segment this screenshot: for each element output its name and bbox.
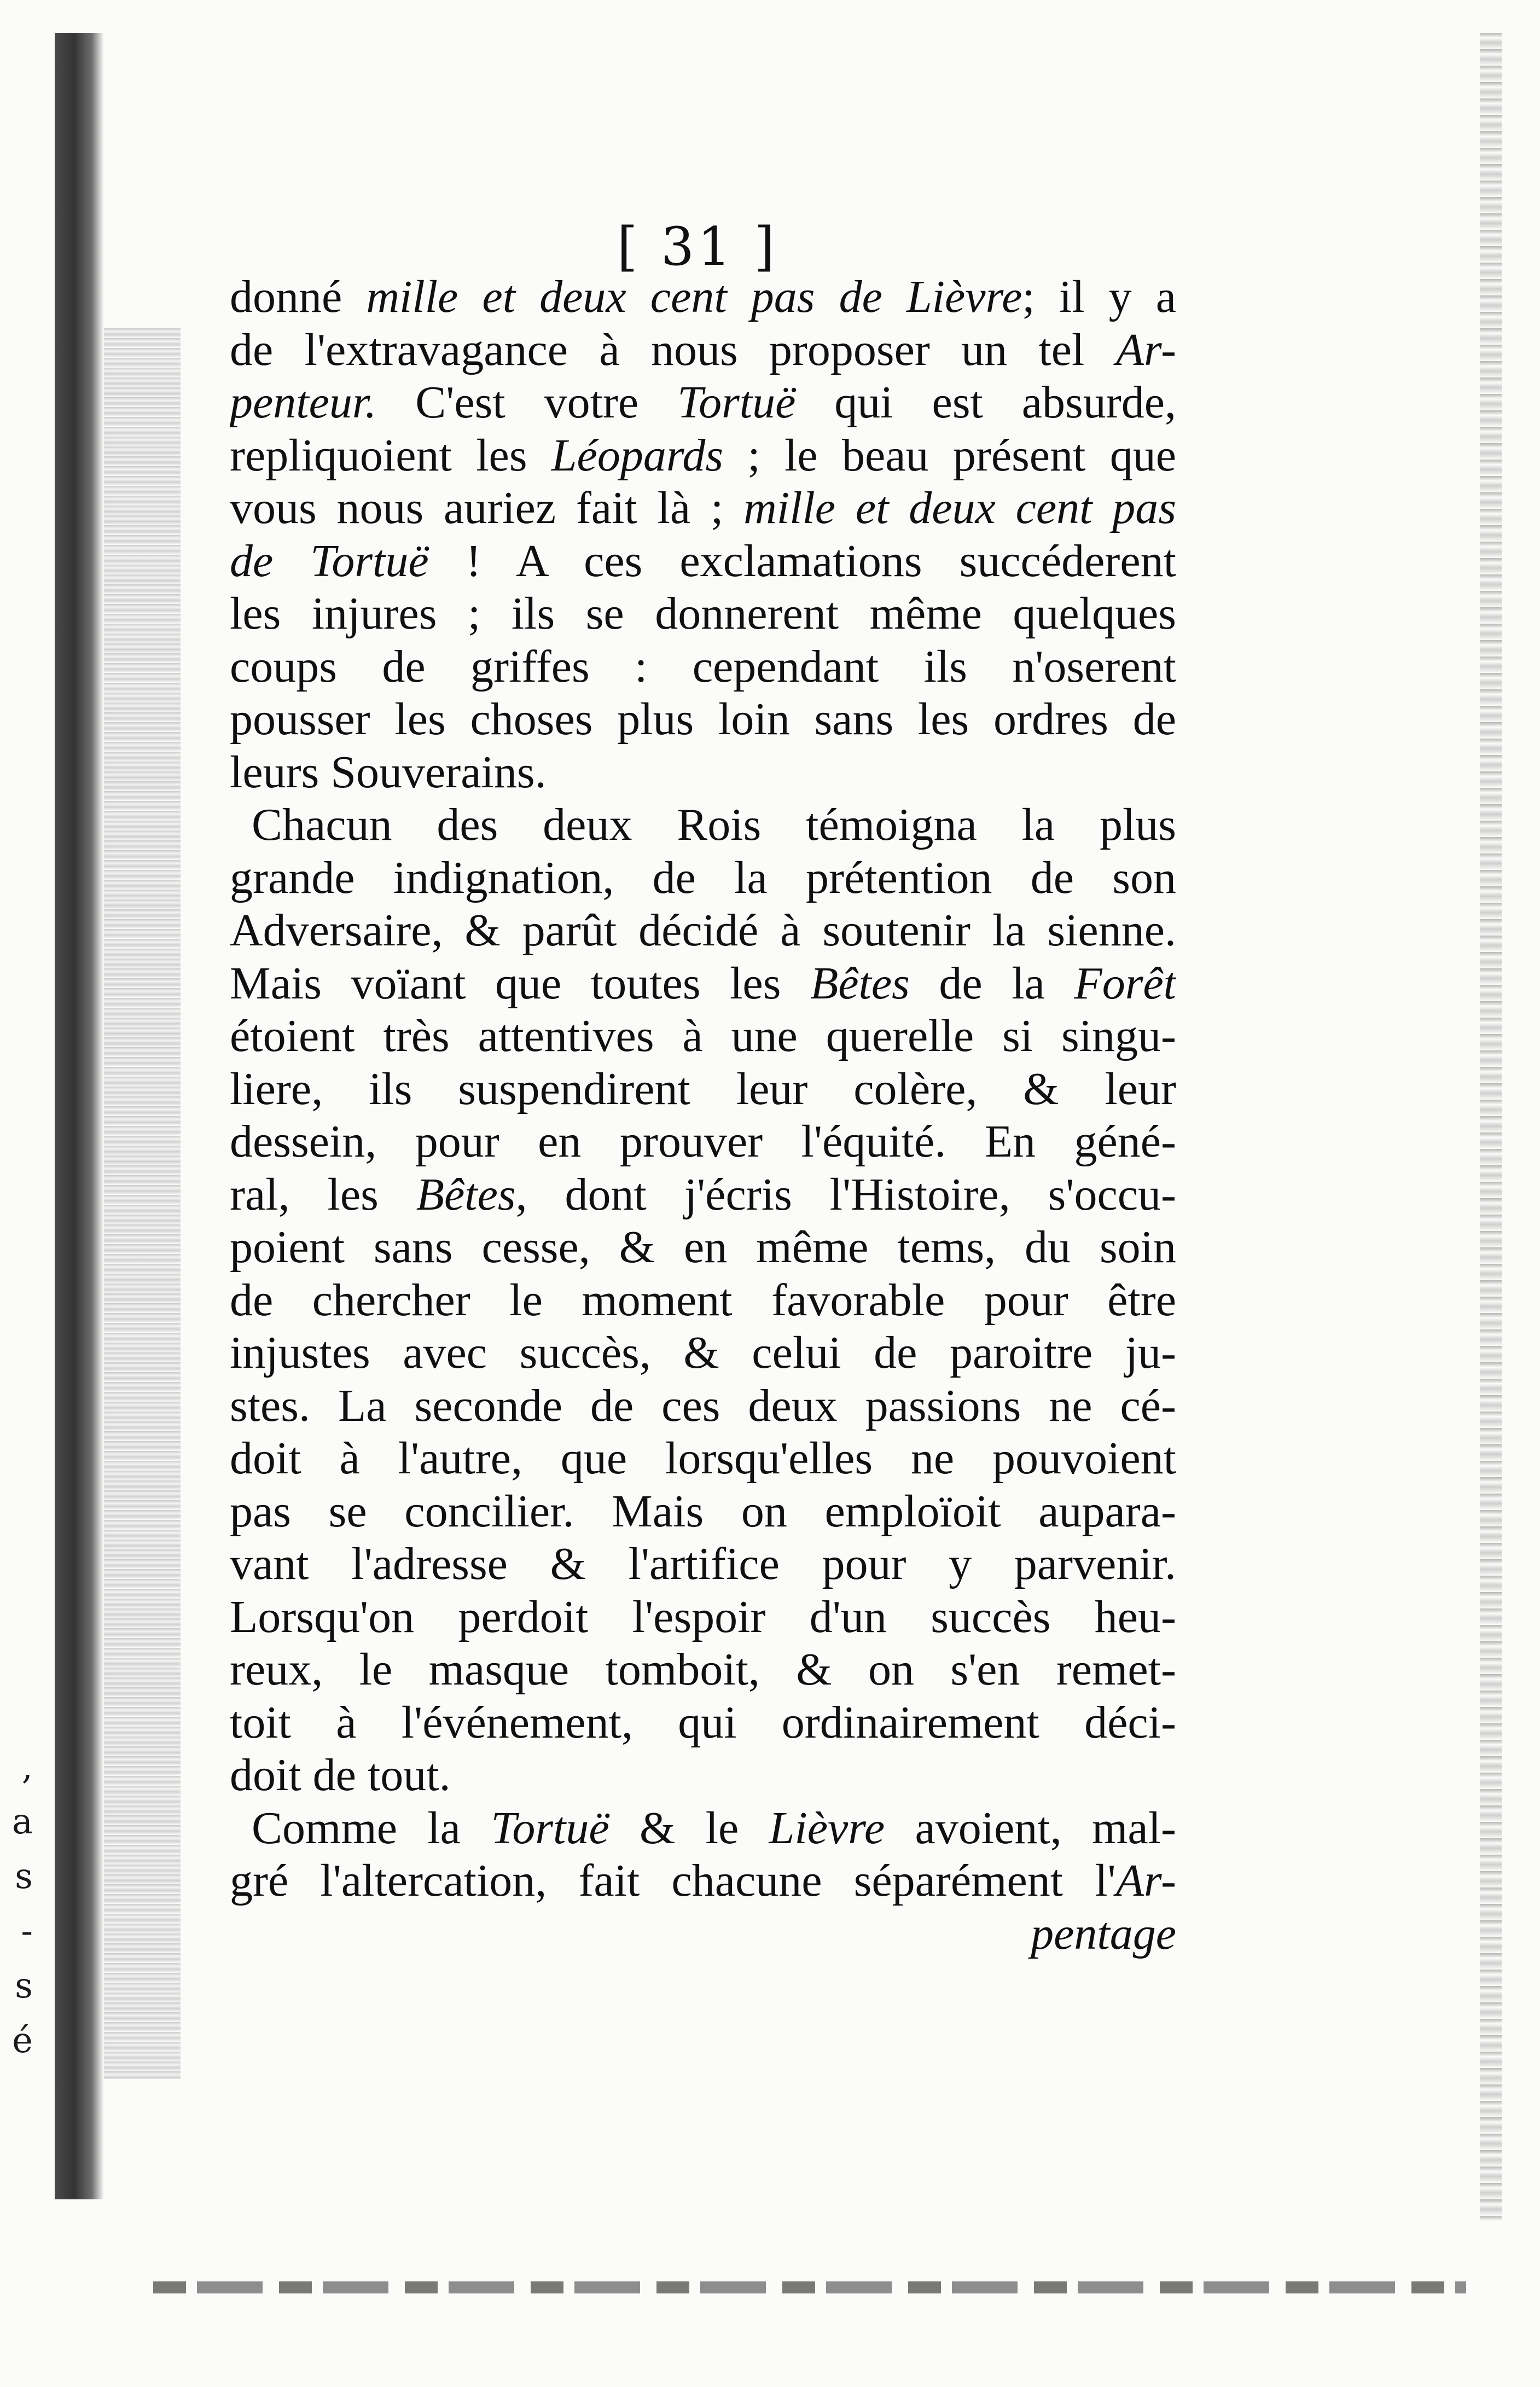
text-run: ! A ces exclamations succéderent xyxy=(428,535,1176,586)
text-run: stes. La seconde de ces deux passions ne cé- xyxy=(230,1380,1176,1431)
text-line xyxy=(230,693,1176,746)
italic-run: mille et deux cent pas de Lièvre xyxy=(366,271,1022,322)
text-run: dessein, pour en prouver l'équité. En géné- xyxy=(230,1116,1176,1167)
text-line xyxy=(230,482,1176,535)
text-run: Lorsqu'on perdoit l'espoir d'un succès heu- xyxy=(230,1591,1176,1642)
text-run: étoient très attentives à une querelle si singu- xyxy=(230,1010,1176,1061)
text-line xyxy=(230,1749,1176,1802)
text-run: liere, ils suspendirent leur colère, & leur xyxy=(230,1063,1176,1114)
text-line xyxy=(230,1855,1176,1908)
text-line xyxy=(230,271,1176,324)
text-run: vant l'adresse & l'artifice pour y parvenir. xyxy=(230,1538,1176,1589)
text-run: toit à l'événement, qui ordinairement déci- xyxy=(230,1697,1176,1748)
italic-run: Bêtes xyxy=(416,1169,516,1220)
text-line xyxy=(230,1274,1176,1327)
italic-run: Ar- xyxy=(1115,1855,1176,1906)
text-line xyxy=(230,1802,1176,1855)
text-line xyxy=(230,1010,1176,1063)
italic-run: Lièvre xyxy=(769,1802,885,1854)
text-run: gré l'altercation, fait chacune séparément l' xyxy=(230,1855,1116,1906)
text-run: grande indignation, de la prétention de son xyxy=(230,852,1176,903)
text-line xyxy=(230,1327,1176,1380)
facing-page-edge xyxy=(1480,33,1502,2221)
italic-run: Tortuë xyxy=(491,1802,609,1854)
text-run: Adversaire, & parût décidé à soutenir la sienne. xyxy=(230,905,1176,956)
text-line xyxy=(230,1485,1176,1538)
text-run: leurs Souverains. xyxy=(230,746,547,798)
text-line xyxy=(230,588,1176,641)
text-line xyxy=(230,1538,1176,1591)
text-run: de chercher le moment favorable pour être xyxy=(230,1274,1176,1326)
text-run: C'est votre xyxy=(376,377,678,428)
text-line xyxy=(230,1063,1176,1116)
text-line xyxy=(230,535,1176,588)
text-run: poient sans cesse, & en même tems, du soin xyxy=(230,1222,1176,1273)
text-line xyxy=(230,1697,1176,1750)
italic-run: Forêt xyxy=(1074,957,1176,1009)
italic-run: mille et deux cent pas xyxy=(743,483,1176,533)
text-run: ; le beau présent que xyxy=(723,429,1176,481)
text-run: Comme la xyxy=(252,1802,491,1854)
text-line xyxy=(230,1116,1176,1169)
margin-fragment: , xyxy=(21,1747,33,1787)
text-run: Mais voïant que toutes les xyxy=(230,957,810,1009)
text-line xyxy=(230,957,1176,1010)
text-line xyxy=(230,904,1176,957)
text-run: avoient, mal- xyxy=(885,1802,1176,1854)
italic-run: penteur. xyxy=(230,377,377,428)
text-line xyxy=(230,376,1176,429)
italic-run: de Tortuë xyxy=(230,535,429,586)
text-run: doit à l'autre, que lorsqu'elles ne pouvoient xyxy=(230,1433,1176,1484)
text-run: qui est absurde, xyxy=(795,377,1176,428)
text-run: , dont j'écris l'Histoire, s'occu- xyxy=(515,1169,1176,1220)
binding-gutter xyxy=(55,33,104,2199)
text-run: & le xyxy=(609,1802,769,1854)
text-run: repliquoient les xyxy=(230,429,551,481)
page-number: [ 31 ] xyxy=(617,216,778,277)
text-run: doit de tout. xyxy=(230,1750,451,1801)
text-line xyxy=(230,852,1176,905)
text-run: ral, les xyxy=(230,1169,416,1220)
text-run: injustes avec succès, & celui de paroitre ju- xyxy=(230,1327,1176,1378)
text-line xyxy=(230,746,1176,799)
text-line xyxy=(230,1169,1176,1222)
text-line xyxy=(230,1432,1176,1485)
text-line xyxy=(230,641,1176,694)
body-text xyxy=(230,271,1176,1960)
text-line xyxy=(230,1591,1176,1644)
text-run: vous nous auriez fait là ; xyxy=(230,483,744,533)
text-run: Chacun des deux Rois témoigna la plus xyxy=(252,799,1176,850)
catchword: pentage xyxy=(1031,1908,1176,1959)
gutter-shadow xyxy=(104,328,181,2079)
page-bottom-edge xyxy=(153,2281,1466,2293)
text-line xyxy=(230,1221,1176,1274)
italic-run: Ar- xyxy=(1115,324,1176,375)
text-run: reux, le masque tomboit, & on s'en remet- xyxy=(230,1644,1176,1695)
text-run: ; il y a xyxy=(1022,271,1176,322)
text-run: donné xyxy=(230,271,367,322)
margin-fragment: s xyxy=(15,1966,33,2006)
facing-page-fragments xyxy=(0,1740,33,2061)
margin-fragment: é xyxy=(12,2020,33,2061)
margin-fragment: s xyxy=(15,1856,33,1897)
text-run: pas se concilier. Mais on emploïoit aupara- xyxy=(230,1485,1176,1537)
italic-run: Tortuë xyxy=(677,377,796,428)
text-line xyxy=(230,1380,1176,1433)
text-line xyxy=(230,799,1176,852)
text-line xyxy=(230,429,1176,483)
italic-run: Bêtes xyxy=(810,957,910,1009)
italic-run: Léopards xyxy=(551,429,724,481)
text-run: de la xyxy=(909,957,1074,1009)
margin-fragment: a xyxy=(11,1802,33,1842)
text-line xyxy=(230,1643,1176,1697)
text-run: coups de griffes : cependant ils n'oserent xyxy=(230,641,1176,692)
margin-fragment: - xyxy=(21,1911,33,1952)
text-run: de l'extravagance à nous proposer un tel xyxy=(230,324,1116,375)
text-run: les injures ; ils se donnerent même quelques xyxy=(230,588,1176,639)
text-line xyxy=(230,324,1176,377)
text-run: pousser les choses plus loin sans les ordres de xyxy=(230,694,1176,745)
